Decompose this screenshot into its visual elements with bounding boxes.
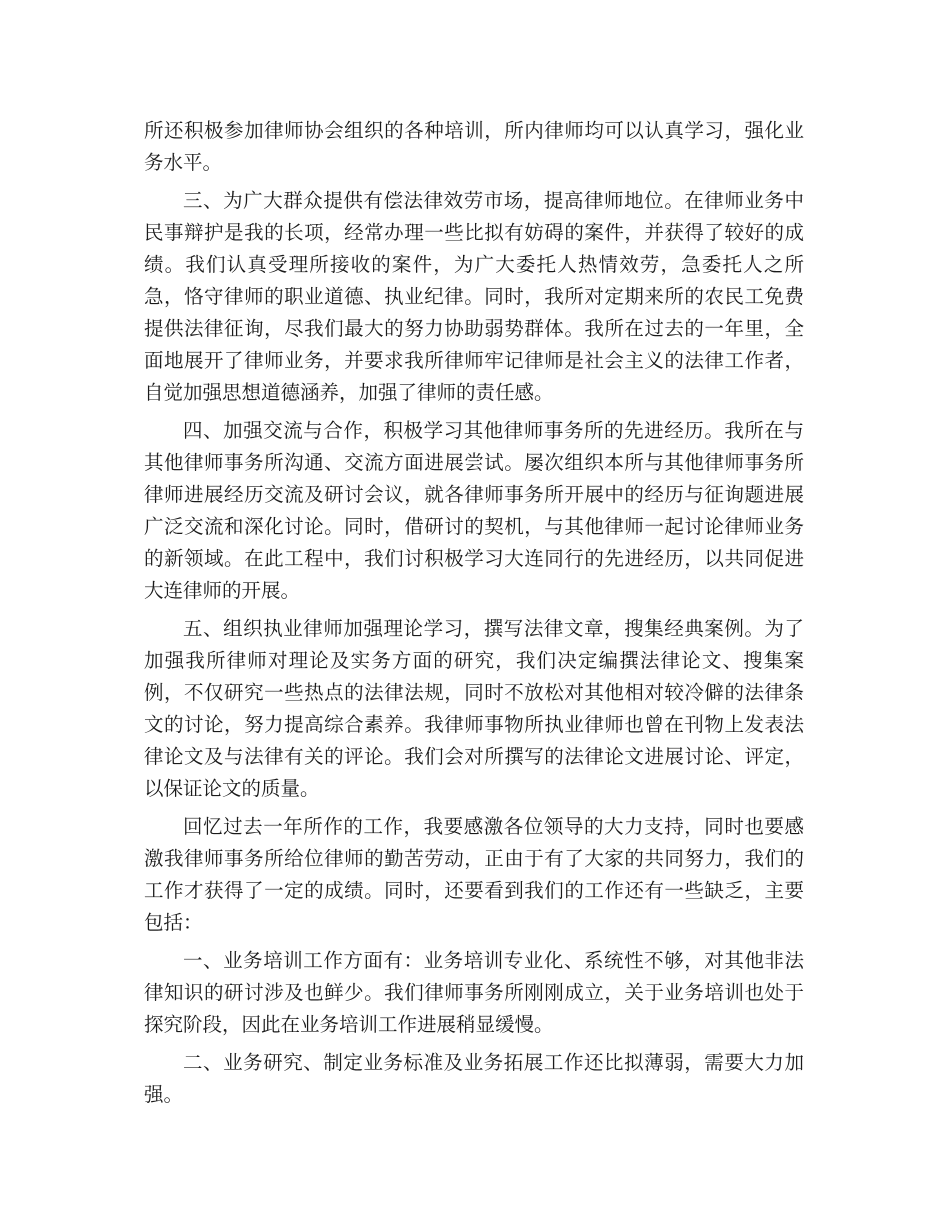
paragraph-section-five-theory-study: 五、组织执业律师加强理论学习，撰写法律文章，搜集经典案例。为了加强我所律师对理论及实务方面的研究，我们决定编撰法律论文、搜集案例，不仅研究一些热点的法律法规，同时不放松对其他相对较冷僻的法律条文的讨论，努力提高综合素养。我律师事物所执业律师也曾在刊物上发表法律论文及与法律有关的评论。我们会对所撰写的法律论文进展讨论、评定，以保证论文的质量。 xyxy=(144,617,804,800)
paragraph-shortcoming-two-research: 二、业务研究、制定业务标准及业务拓展工作还比拟薄弱，需要大力加强。 xyxy=(144,1051,804,1106)
paragraph-section-three-legal-services: 三、为广大群众提供有偿法律效劳市场，提高律师地位。在律师业务中民事辩护是我的长项，经常办理一些比拟有妨碍的案件，并获得了较好的成绩。我们认真受理所接收的案件，为广大委托人热情效劳，急委托人之所急，恪守律师的职业道德、执业纪律。同时，我所对定期来所的农民工免费提供法律征询，尽我们最大的努力协助弱势群体。我所在过去的一年里，全面地展开了律师业务，并要求我所律师牢记律师是社会主义的法律工作者，自觉加强思想道德涵养，加强了律师的责任感。 xyxy=(144,189,804,404)
paragraph-review-past-year: 回忆过去一年所作的工作，我要感激各位领导的大力支持，同时也要感激我律师事务所给位律师的勤苦劳动，正由于有了大家的共同努力，我们的工作才获得了一定的成绩。同时，还要看到我们的工作还有一些缺乏，主要包括： xyxy=(144,815,804,934)
paragraph-section-four-exchange-cooperation: 四、加强交流与合作，积极学习其他律师事务所的先进经历。我所在与其他律师事务所沟通、交流方面进展尝试。屡次组织本所与其他律师事务所律师进展经历交流及研讨会议，就各律师事务所开展中的经历与征询题进展广泛交流和深化讨论。同时，借研讨的契机，与其他律师一起讨论律师业务的新领域。在此工程中，我们讨积极学习大连同行的先进经历，以共同促进大连律师的开展。 xyxy=(144,419,804,602)
paragraph-continuation-training: 所还积极参加律师协会组织的各种培训，所内律师均可以认真学习，强化业务水平。 xyxy=(144,119,804,174)
paragraph-shortcoming-one-training: 一、业务培训工作方面有：业务培训专业化、系统性不够，对其他非法律知识的研讨涉及也鲜少。我们律师事务所刚刚成立，关于业务培训也处于探究阶段，因此在业务培训工作进展稍显缓慢。 xyxy=(144,949,804,1036)
document-body xyxy=(144,115,804,1117)
